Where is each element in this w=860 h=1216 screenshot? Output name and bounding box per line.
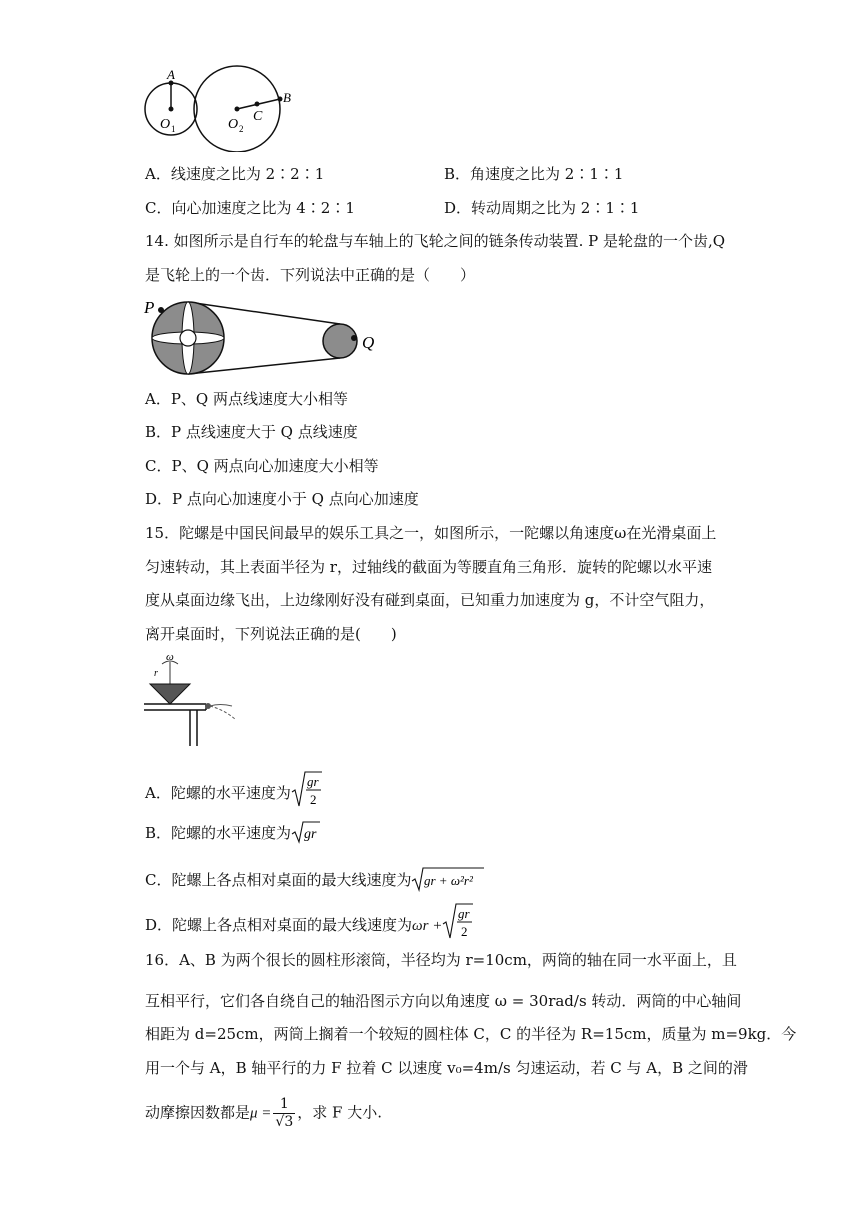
- q14-stem-line2: 是飞轮上的一个齿．下列说法中正确的是（ ）: [145, 266, 476, 284]
- q15-option-d-text: D．陀螺上各点相对桌面的最大线速度为: [145, 916, 413, 934]
- q15-stem-line1: 15．陀螺是中国民间最早的娱乐工具之一，如图所示，一陀螺以角速度ω在光滑桌面上: [145, 524, 717, 542]
- q15-stem-line4: 离开桌面时，下列说法正确的是( ): [145, 625, 397, 643]
- label-omega: ω: [166, 651, 174, 663]
- label-O2-sub: 2: [239, 124, 244, 134]
- q15-option-a: [145, 770, 323, 810]
- q14-option-c: C．P、Q 两点向心加速度大小相等: [145, 457, 379, 475]
- q13-option-a: A．线速度之比为 2∶2∶1: [145, 165, 325, 183]
- q15-stem-line2: 匀速转动，其上表面半径为 r，过轴线的截面为等腰直角三角形．旋转的陀螺以水平速: [145, 558, 712, 576]
- sqrt-gr-formula: [291, 820, 321, 844]
- q13-option-b: B．角速度之比为 2∶1∶1: [444, 165, 624, 183]
- q14-option-b: B．P 点线速度大于 Q 点线速度: [145, 423, 358, 441]
- svg-text:gr: gr: [304, 827, 317, 842]
- label-C: C: [253, 109, 263, 124]
- svg-text:gr: gr: [306, 774, 319, 789]
- q15-stem-line3: 度从桌面边缘飞出，上边缘刚好没有碰到桌面，已知重力加速度为 g，不计空气阻力，: [145, 591, 715, 609]
- q16-stem-line5: 动摩擦因数都是μ = $\frac{1}{√3}$ ，求 F 大小.: [145, 1096, 382, 1130]
- label-A: A: [167, 67, 175, 82]
- label-O2: O: [228, 117, 239, 132]
- q14-option-a: A．P、Q 两点线速度大小相等: [145, 390, 348, 408]
- q15-option-b: [145, 820, 321, 844]
- svg-text:gr: gr: [458, 906, 470, 921]
- label-P: P: [144, 298, 155, 317]
- label-O1-sub: 1: [171, 124, 176, 134]
- q16-stem-line1: 16．A、B 为两个很长的圆柱形滚筒，半径均为 r=10cm，两筒的轴在同一水平面上，且: [145, 951, 737, 969]
- omega-r-term: ωr +: [412, 918, 443, 934]
- q15-option-c-text: C．陀螺上各点相对桌面的最大线速度为: [145, 871, 412, 889]
- svg-text:2: 2: [461, 924, 468, 939]
- q13-option-c: C．向心加速度之比为 4∶2∶1: [145, 199, 355, 217]
- mu-fraction: $\frac{1}{√3}$: [275, 1096, 294, 1130]
- q14-chain-figure: [140, 295, 390, 380]
- q13-figure: [140, 62, 300, 152]
- q14-option-d: D．P 点向心加速度小于 Q 点向心加速度: [145, 490, 419, 508]
- q15-option-a-text: A．陀螺的水平速度为: [145, 784, 291, 802]
- q15-option-d: [145, 902, 474, 942]
- q13-option-d: D．转动周期之比为 2∶1∶1: [444, 199, 640, 217]
- q16-stem-line3: 相距为 d=25cm，两筒上搁着一个较短的圆柱体 C，C 的半径为 R=15cm，质量为 m=9kg．今: [145, 1025, 797, 1043]
- sqrt-gr-over-2-formula: [291, 770, 323, 810]
- label-O1: O: [160, 117, 171, 132]
- top-cone: [150, 684, 190, 704]
- q15-top-figure: [140, 648, 250, 748]
- q16-stem-line4: 用一个与 A，B 轴平行的力 F 拉着 C 以速度 v₀=4m/s 匀速运动，若 C 与 A，B 之间的滑: [145, 1059, 748, 1077]
- flywheel: [323, 324, 357, 358]
- sqrt-gr-plus-omega2r2-formula: [411, 866, 485, 892]
- svg-text:gr + ω²r²: gr + ω²r²: [424, 873, 474, 888]
- svg-text:2: 2: [309, 792, 317, 807]
- q15-option-c: [145, 866, 485, 892]
- q16-stem-line2: 互相平行，它们各自绕自己的轴沿图示方向以角速度 ω = 30rad/s 转动．两筒的中心轴间: [145, 992, 742, 1010]
- q15-option-b-text: B．陀螺的水平速度为: [145, 824, 292, 842]
- label-B: B: [283, 90, 291, 105]
- label-r: r: [154, 668, 158, 679]
- sqrt-gr-over-2-formula-d: [442, 902, 474, 942]
- label-Q: Q: [362, 333, 375, 352]
- q14-stem-line1: 14. 如图所示是自行车的轮盘与车轴上的飞轮之间的链条传动装置. P 是轮盘的一个齿,Q: [145, 232, 726, 250]
